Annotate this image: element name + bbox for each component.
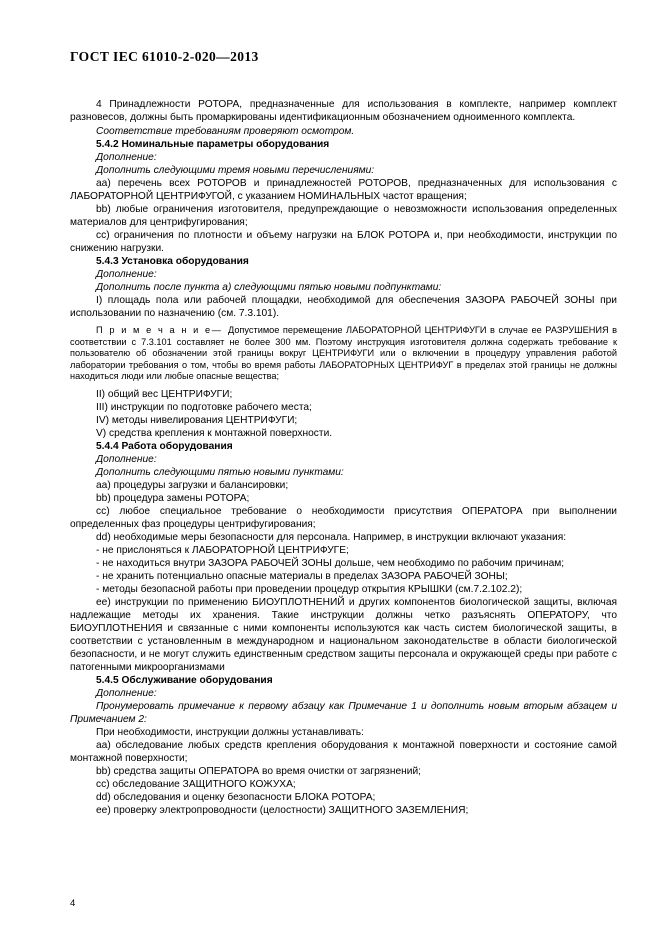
section-heading: 5.4.4 Работа оборудования	[96, 440, 233, 452]
paragraph: bb) процедура замены РОТОРА;	[96, 492, 250, 504]
paragraph: ee) проверку электропроводности (целостности) ЗАЩИТНОГО ЗАЗЕМЛЕНИЯ;	[96, 804, 469, 816]
paragraph: V) средства крепления к монтажной поверхности.	[96, 427, 333, 439]
paragraph: I) площадь пола или рабочей площадки, необходимой для обеспечения ЗАЗОРА РАБОЧЕЙ ЗОНЫ при использовании по назначению (см. 7.3.101).	[70, 295, 617, 319]
note-dash: —	[211, 325, 221, 335]
paragraph: Пронумеровать примечание к первому абзацу как Примечание 1 и дополнить новым вторым абзацем и Примечанием 2:	[70, 700, 617, 725]
paragraph: Дополнить после пункта a) следующими пятью новыми подпунктами:	[96, 282, 442, 293]
paragraph: Дополнить следующими пятью новыми пунктами:	[96, 466, 344, 478]
paragraph: Дополнение:	[96, 453, 157, 465]
paragraph: - не хранить потенциально опасные материалы в пределах ЗАЗОРА РАБОЧЕЙ ЗОНЫ;	[96, 570, 508, 582]
note-paragraph	[70, 325, 617, 383]
note-text: Допустимое перемещение ЛАБОРАТОРНОЙ ЦЕНТРИФУГИ в случае ее РАЗРУШЕНИЯ в соответствии с 7.3.101 составляет не более 300 мм. Поэтому инструкция изготовителя должна содержать требование к пользователю об обозначении этой границы вокруг ЦЕНТРИФУГИ или о включении в процедуру управления работой лаборатории требования о том, чтобы во время работы ЛАБОРАТОРНЫХ ЦЕНТРИФУГ в пределах этой границы не должны находиться люди или любые опасные вещества;	[70, 325, 617, 382]
section-heading: 5.4.5 Обслуживание оборудования	[96, 674, 273, 686]
paragraph: 4 Принадлежности РОТОРА, предназначенные для использования в комплекте, например комплект разновесов, должны быть промаркированы идентификационным обозначением одноименного комплекта.	[70, 99, 617, 123]
paragraph: cc) любое специальное требование о необходимости присутствия ОПЕРАТОРА при выполнении определенных фаз процедуры центрифугирования;	[70, 505, 617, 530]
paragraph: aa) перечень всех РОТОРОВ и принадлежностей РОТОРОВ, предназначенных для использования с ЛАБОРАТОРНОЙ ЦЕНТРИФУГОЙ, с указанием НОМИНАЛЬНЫХ частот вращения;	[70, 178, 617, 202]
paragraph: aa) процедуры загрузки и балансировки;	[96, 479, 289, 491]
paragraph: - методы безопасной работы при проведении процедур открытия КРЫШКИ (см.7.2.102.2);	[96, 583, 523, 595]
paragraph: bb) средства защиты ОПЕРАТОРА во время очистки от загрязнений;	[96, 765, 421, 777]
note-label: П р и м е ч а н и е	[96, 325, 212, 335]
paragraph: Дополнение:	[96, 152, 157, 163]
paragraph: cc) обследование ЗАЩИТНОГО КОЖУХА;	[96, 778, 296, 790]
paragraph: bb) любые ограничения изготовителя, предупреждающие о невозможности использования определенных материалов для центрифугирования;	[70, 204, 617, 228]
paragraph: ee) инструкции по применению БИОУПЛОТНЕНИЙ и других компонентов биологической защиты, включая надлежащие методы их хранения. Такие инструкции должны четко разъяснять ОПЕРАТОРУ, что БИОУПЛОТНЕНИЯ и связанные с ними компоненты используются как часть систем биологической защиты, в соответствии с установленным в международном и национальном законодательстве в области биологической безопасности, и не могут служить единственным средством защиты персонала и окружающей среды при работе с патогенными микроорганизмами	[70, 596, 617, 673]
paragraph: dd) обследования и оценку безопасности БЛОКА РОТОРА;	[96, 791, 376, 803]
paragraph: cc) ограничения по плотности и объему нагрузки на БЛОК РОТОРА и, при необходимости, инструкции по снижению нагрузки.	[70, 230, 617, 254]
paragraph: Дополнить следующими тремя новыми перечислениями:	[96, 165, 375, 176]
paragraph: - не прислоняться к ЛАБОРАТОРНОЙ ЦЕНТРИФУГЕ;	[96, 544, 349, 556]
page-header: ГОСТ IEC 61010-2-020—2013	[70, 49, 259, 64]
paragraph: Дополнение:	[96, 269, 157, 280]
section-heading: 5.4.2 Номинальные параметры оборудования	[96, 139, 330, 150]
paragraph: При необходимости, инструкции должны устанавливать:	[96, 726, 364, 738]
paragraph: II) общий вес ЦЕНТРИФУГИ;	[96, 388, 233, 400]
paragraph: aa) обследование любых средств крепления оборудования к монтажной поверхности и состояние самой монтажной поверхности;	[70, 739, 617, 764]
document-body	[70, 98, 617, 817]
paragraph: IV) методы нивелирования ЦЕНТРИФУГИ;	[96, 414, 298, 426]
paragraph: Соответствие требованиям проверяют осмотром.	[96, 126, 355, 137]
page-number: 4	[70, 898, 76, 909]
paragraph: III) инструкции по подготовке рабочего места;	[96, 401, 312, 413]
paragraph: Дополнение:	[96, 687, 157, 699]
paragraph: - не находиться внутри ЗАЗОРА РАБОЧЕЙ ЗОНЫ дольше, чем необходимо по рабочим причинам;	[96, 557, 565, 569]
section-heading: 5.4.3 Установка оборудования	[96, 256, 249, 267]
paragraph: dd) необходимые меры безопасности для персонала. Например, в инструкции включают указания:	[96, 531, 567, 543]
